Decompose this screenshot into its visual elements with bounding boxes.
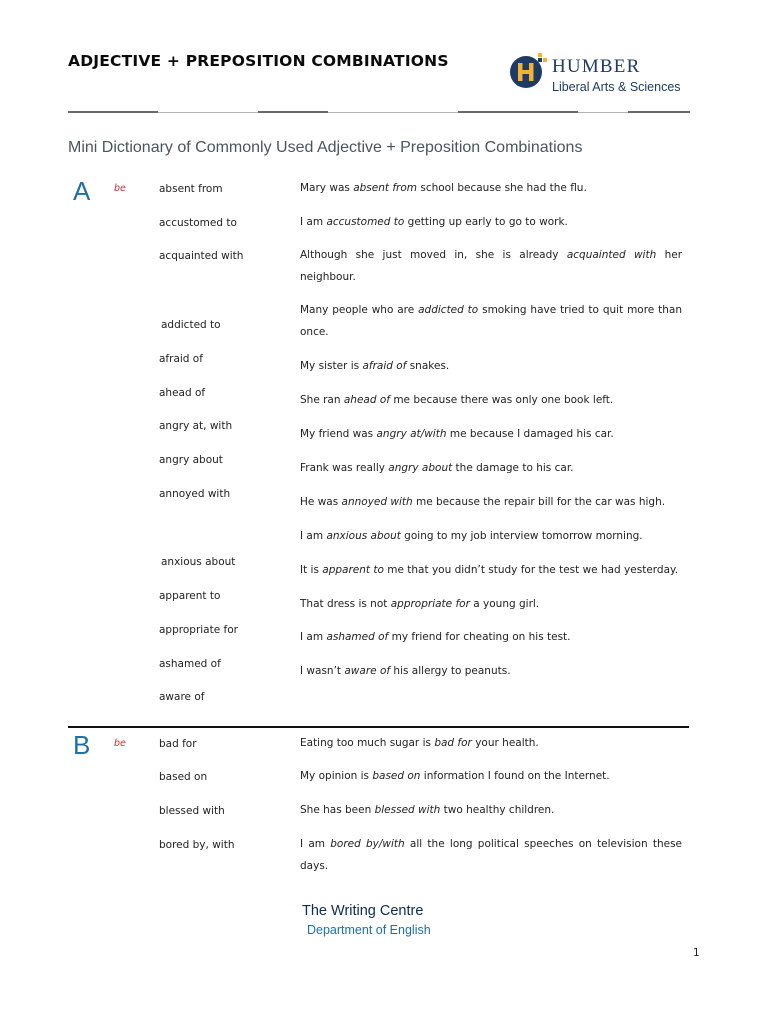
term-based-on: based on — [159, 771, 208, 783]
term-angry-at-with: angry at, with — [159, 420, 233, 432]
term-anxious-about: anxious about — [161, 556, 236, 568]
section-divider — [68, 726, 689, 728]
term-appropriate-for: appropriate for — [159, 624, 238, 636]
example-anxious-about: I am anxious about going to my job interview tomorrow morning. — [300, 530, 643, 542]
page-number: 1 — [693, 947, 700, 959]
term-aware-of: aware of — [159, 691, 205, 703]
term-accustomed-to: accustomed to — [159, 217, 237, 229]
term-absent-from: absent from — [159, 183, 223, 195]
humber-logo-icon — [509, 50, 549, 90]
section-letter-a: A — [73, 176, 91, 206]
term-ashamed-of: ashamed of — [159, 658, 221, 670]
example-blessed-with: She has been blessed with two healthy children. — [300, 804, 555, 816]
example-bad-for: Eating too much sugar is bad for your health. — [300, 737, 539, 749]
footer-title: The Writing Centre — [302, 903, 424, 919]
term-bad-for: bad for — [159, 738, 197, 750]
verb-be-a: be — [114, 183, 126, 194]
example-angry-at-with: My friend was angry at/with me because I damaged his car. — [300, 428, 614, 440]
document-title: ADJECTIVE + PREPOSITION COMBINATIONS — [68, 52, 449, 70]
term-bored-by-with: bored by, with — [159, 839, 235, 851]
example-angry-about: Frank was really angry about the damage to his car. — [300, 462, 574, 474]
term-ahead-of: ahead of — [159, 387, 206, 399]
example-accustomed-to: I am accustomed to getting up early to go to work. — [300, 216, 568, 228]
example-acquainted-with: Although she just moved in, she is already acquainted with her neighbour. — [300, 249, 683, 283]
humber-logo — [509, 50, 699, 98]
term-blessed-with: blessed with — [159, 805, 225, 817]
term-addicted-to: addicted to — [161, 319, 221, 331]
term-acquainted-with: acquainted with — [159, 250, 244, 262]
term-apparent-to: apparent to — [159, 590, 221, 602]
logo-subtitle: Liberal Arts & Sciences — [552, 80, 681, 94]
example-bored-by-with: I am bored by/with all the long political speeches on television these days. — [300, 838, 683, 872]
example-aware-of: I wasn’t aware of his allergy to peanuts. — [300, 665, 511, 677]
example-absent-from: Mary was absent from school because she had the flu. — [300, 182, 587, 194]
term-afraid-of: afraid of — [159, 353, 203, 365]
example-ashamed-of: I am ashamed of my friend for cheating on his test. — [300, 631, 571, 643]
example-afraid-of: My sister is afraid of snakes. — [300, 360, 450, 372]
example-based-on: My opinion is based on information I found on the Internet. — [300, 770, 610, 782]
example-annoyed-with: He was annoyed with me because the repair bill for the car was high. — [300, 496, 666, 508]
term-annoyed-with: annoyed with — [159, 488, 231, 500]
section-letter-b: B — [73, 730, 91, 760]
term-angry-about: angry about — [159, 454, 223, 466]
example-addicted-to: Many people who are addicted to smoking have tried to quit more than once. — [300, 304, 683, 338]
section-subtitle: Mini Dictionary of Commonly Used Adjective + Preposition Combinations — [68, 139, 583, 156]
header-divider — [68, 112, 690, 113]
example-appropriate-for: That dress is not appropriate for a young girl. — [300, 598, 540, 610]
logo-name: HUMBER — [552, 56, 641, 77]
verb-be-b: be — [114, 738, 126, 749]
example-ahead-of: She ran ahead of me because there was only one book left. — [300, 394, 614, 406]
footer-subtitle: Department of English — [307, 923, 431, 937]
example-apparent-to: It is apparent to me that you didn’t study for the test we had yesterday. — [300, 564, 679, 576]
